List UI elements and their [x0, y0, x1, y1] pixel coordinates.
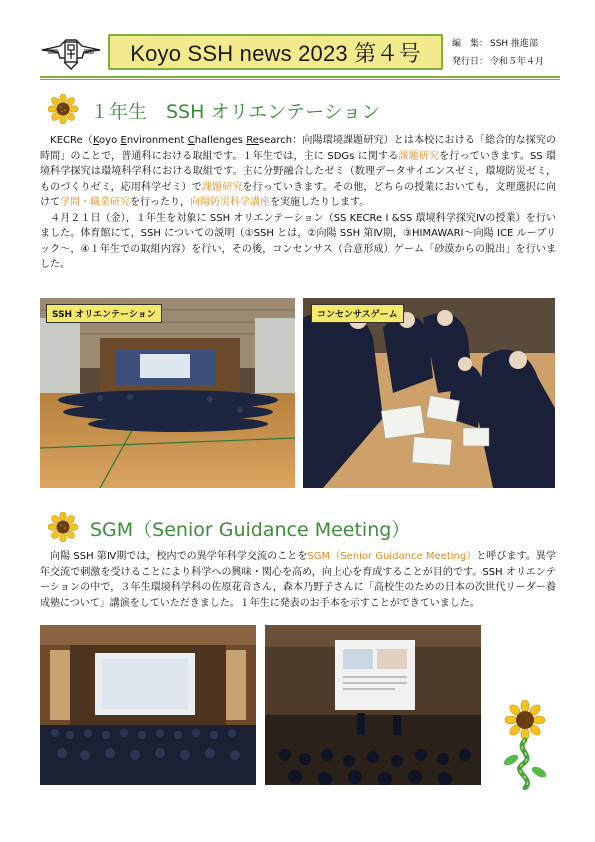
highlighted-term: 課題研究 — [201, 181, 243, 193]
photo-caption-consensus: コンセンサスゲーム — [311, 304, 404, 323]
photo-caption-orientation: SSH オリエンテーション — [46, 304, 162, 323]
highlighted-term: 学問・職業研究 — [60, 197, 130, 208]
sunflower-icon — [48, 94, 78, 124]
text-run: hallenges — [194, 135, 247, 146]
text-run: oyo — [99, 135, 121, 146]
highlighted-term: SGM（Senior Guidance Meeting） — [307, 551, 477, 562]
date-label: 発行日： — [452, 57, 489, 67]
text-run: を行ったり， — [130, 197, 190, 208]
text-run: search：向陽環境課題研究）とは本校における「総合的な探究の時間」のことで，普通科における取組です。１年生では，主に SDGs に関する — [40, 135, 557, 162]
highlighted-term: 向陽防災科学講座 — [190, 197, 270, 208]
section1-text — [40, 133, 556, 273]
underlined-initial: E — [120, 135, 127, 146]
text-run: 向陽 SSH 第Ⅳ期では，校内での異学年科学交流のことを — [40, 551, 308, 562]
editor-line — [452, 38, 538, 50]
masthead-title-box — [108, 34, 443, 70]
section1-paragraph-1 — [40, 133, 556, 211]
school-emblem-icon — [40, 36, 102, 72]
sunflower-mascot-icon — [495, 700, 555, 790]
text-run: を行っていきます。その他，どちらの授業においても，文理選択に向けて — [40, 181, 556, 208]
gym-orientation-photo — [40, 298, 295, 488]
date-line — [452, 56, 544, 68]
sunflower-icon — [48, 512, 78, 542]
section1-paragraph-2: ４月２１日（金），１年生を対象に SSH オリエンテーション（SS KECRe Ⅰ &SS 環境科学探究Ⅳの授業）を行いました。体育館にて，SSH についての説明（①SSH とは，②向陽 SSH 第Ⅳ期，③HIMAWARI～向陽 ICE ルーブリック～，④１年生での取組内容）を行い，その後，コンセンサス（合意形成）ゲーム「砂漠からの脱出」を行いました。 — [40, 212, 557, 270]
consensus-game-photo — [303, 298, 555, 488]
newsletter-title: Koyo SSH news 2023 第４号 — [130, 40, 421, 66]
text-run: を行っていきます。SS 環境科学探究は環境科学科における取組です。主に分野融合したゼミ（数理データサイエンスゼミ，環境防災ゼミ，ものづくりゼミ，応用科学ゼミ）で — [40, 150, 556, 193]
underlined-initial: K — [92, 135, 100, 146]
header-rule — [40, 76, 560, 78]
underlined-initial: Re — [246, 135, 259, 146]
text-run: nvironment — [126, 135, 188, 146]
editor-value: SSH 推進部 — [490, 39, 539, 49]
editor-label: 編 集： — [452, 39, 489, 49]
section2-paragraph-1 — [40, 549, 556, 611]
header-rule-thin — [40, 79, 560, 80]
senior-presentation-photo — [265, 625, 481, 785]
text-run: と呼びます。異学年交流で刺激を受けることにより科学への興味・関心を高め，向上心を育成することが目的です。SSH オリエンテーションの中で，３年生環境科学科の佐原花音さん，森本乃野子さんに「高校生のための日本の次世代リーダー養成塾について」講演をしていただきました。１年生に発表のお手本を示すことができていました。 — [40, 551, 556, 609]
section-heading-sgm: SGM（Senior Guidance Meeting） — [90, 519, 411, 541]
text-run: を実施したりします。 — [270, 197, 370, 208]
underlined-initial: C — [187, 135, 195, 146]
text-run: KECRe（ — [40, 135, 93, 146]
highlighted-term: 課題研究 — [398, 150, 440, 162]
auditorium-audience-photo — [40, 625, 256, 785]
date-value: 令和５年４月 — [490, 57, 545, 67]
section-heading-orientation: １年生 SSH オリエンテーション — [90, 101, 381, 123]
section2-text — [40, 549, 556, 611]
